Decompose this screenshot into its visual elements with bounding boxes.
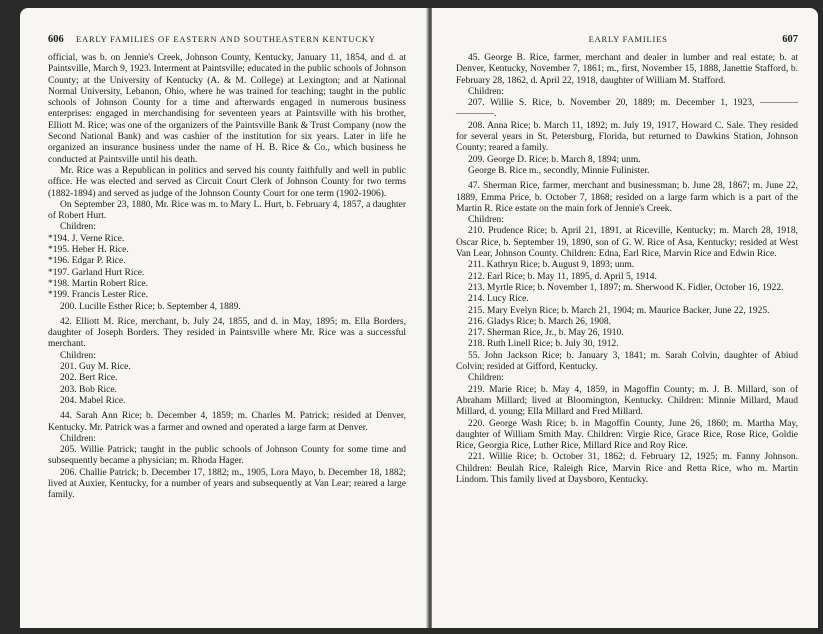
children-label: Children:	[60, 222, 96, 233]
right-page-body	[456, 53, 798, 486]
list-item: 204. Mabel Rice.	[60, 395, 126, 406]
left-page-body	[48, 53, 406, 502]
list-item: 202. Bert Rice.	[60, 373, 118, 384]
children-label: Children:	[60, 350, 96, 361]
paragraph: George B. Rice m., secondly, Minnie Fulinister.	[468, 165, 650, 176]
list-item: 208. Anna Rice; b. March 11, 1892; m. July 19, 1917, Howard C. Sale. They resided for several years in St. Petersburg, Florida, but returned to Dawkins Station, Johnson County; reared a family.	[456, 120, 798, 154]
paragraph: 206. Challie Patrick; b. December 17, 1882; m., 1905, Lora Mayo, b. December 18, 1882; lived at Auxier, Kentucky, for a number of years and subsequently at Van Lear; reared a large family.	[48, 467, 406, 501]
page-number-right: 607	[782, 34, 798, 45]
children-label: Children:	[468, 373, 504, 384]
list-item: 203. Bob Rice.	[60, 384, 117, 395]
list-item: 219. Marie Rice; b. May 4, 1859, in Magoffin County; m. J. B. Millard, son of Abraham Millard; lived at Bloomington, Kentucky. Children: Minnie Millard, Maud Millard, d. young; Ella Millard and Fred Millard.	[456, 384, 798, 418]
paragraph: 42. Elliott M. Rice, merchant, b. July 24, 1855, and d. in May, 1895; m. Ella Borders, daughter of Joseph Borders. They resided in Paintsville where Mr. Rice was a successful merchant.	[48, 316, 406, 350]
list-item: 215. Mary Evelyn Rice; b. March 21, 1904; m. Maurice Backer, June 22, 1925.	[468, 305, 770, 316]
list-item: *197. Garland Hurt Rice.	[48, 267, 145, 278]
list-item: 201. Guy M. Rice.	[60, 362, 131, 373]
paragraph: 55. John Jackson Rice; b. January 3, 1841; m. Sarah Colvin, daughter of Abiud Colvin; resided at Gifford, Kentucky.	[456, 350, 798, 373]
list-item: *199. Francis Lester Rice.	[48, 290, 148, 301]
list-item: 213. Myrtle Rice; b. November 1, 1897; m. Sherwood K. Fidler, October 16, 1922.	[468, 282, 784, 293]
paragraph: 45. George B. Rice, farmer, merchant and dealer in lumber and real estate; b. at Denver, Kentucky, November 7, 1861; m., first, November 15, 1888, Janettie Stafford, b. February 28, 1862, d. April 22, 1918, daughter of William M. Stafford.	[456, 53, 798, 86]
left-page	[20, 8, 428, 628]
list-item: 209. George D. Rice; b. March 8, 1894; unm.	[468, 154, 641, 165]
list-item: 210. Prudence Rice; b. April 21, 1891, at Riceville, Kentucky; m. March 28, 1918, Oscar Rice, b. September 19, 1890, son of G. W. Rice of Asa, Kentucky; resided at West Van Lear, Johnson County. Children: Edna, Earl Rice, Marvin Rice and Edwin Rice.	[456, 226, 798, 260]
paragraph: Mr. Rice was a Republican in politics and served his county faithfully and well in public office. He was elected and served as Circuit Court Clerk of Johnson County for two terms (1882-1894) and served as judge of the Johnson County Court for one term (1902-1906).	[48, 165, 406, 199]
paragraph: 47. Sherman Rice, farmer, merchant and businessman; b. June 28, 1867; m. June 22, 1889, Emma Price, b. October 7, 1868; resided on a large farm which is a part of the Martin R. Rice estate on the main fork of Jennie's Creek.	[456, 181, 798, 214]
list-item: 212. Earl Rice; b. May 11, 1895, d. April 5, 1914.	[468, 271, 657, 282]
list-item: 200. Lucille Esther Rice; b. September 4, 1889.	[60, 301, 241, 312]
list-item: *196. Edgar P. Rice.	[48, 256, 126, 267]
list-item: 218. Ruth Linell Rice; b. July 30, 1912.	[468, 339, 619, 350]
list-item: 216. Gladys Rice; b. March 26, 1908.	[468, 316, 612, 327]
running-head-left: EARLY FAMILIES OF EASTERN AND SOUTHEASTERN KENTUCKY	[76, 34, 376, 44]
children-label: Children:	[468, 215, 504, 226]
children-label: Children:	[60, 433, 96, 444]
right-page	[432, 8, 818, 628]
children-label: Children:	[468, 86, 504, 97]
list-item: *194. J. Verne Rice.	[48, 233, 125, 244]
running-header-left	[48, 34, 406, 45]
paragraph: official, was b. on Jennie's Creek, Johnson County, Kentucky, January 11, 1854, and d. at Paintsville, March 9, 1923. Interment at Paintsville; educated in the public schools of Johnson County; at the University of Kentucky (A. & M. College) at Lexington; and at National Normal University, Lebanon, Ohio, where he was trained for teaching; taught in the public schools of Johnson County for a time and afterwards engaged in numerous business enterprises: engaged in merchandising for seventeen years at Paintsville with his brother, Elliott M. Rice; was one of the organizers of the Paintsville Bank & Trust Company (now the Second National Bank) and was cashier of the institution for six years. Later in life he organized an insurance business under the name of H. B. Rice & Co., which business he conducted at Paintsville until his death.	[48, 53, 406, 165]
list-item: 221. Willie Rice; b. October 31, 1862; d. February 12, 1925; m. Fanny Johnson. Children: Beulah Rice, Raleigh Rice, Marvin Rice and Retta Rice, who m. Martin Lindom. This family lived at Daysboro, Kentucky.	[456, 452, 798, 485]
list-item: *198. Martin Robert Rice.	[48, 278, 148, 289]
page-number-left: 606	[48, 34, 64, 45]
paragraph: 44. Sarah Ann Rice; b. December 4, 1859; m. Charles M. Patrick; resided at Denver, Kentucky. Mr. Patrick was a farmer and owned and operated a large farm at Denver.	[48, 411, 406, 433]
list-item: 217. Sherman Rice, Jr., b. May 26, 1910.	[468, 328, 624, 339]
list-item: 220. George Wash Rice; b. in Magoffin County, June 26, 1860; m. Martha May, daughter of William Smith May. Children: Virgie Rice, Grace Rice, Rose Rice, Goldie Rice, Georgia Rice, Luther Rice, Millard Rice and Roy Rice.	[456, 418, 798, 452]
running-head-right: EARLY FAMILIES	[588, 34, 668, 44]
list-item: 207. Willie S. Rice, b. November 20, 1889; m. December 1, 1923, ———— ————.	[456, 98, 798, 120]
paragraph: 205. Willie Patrick; taught in the public schools of Johnson County for some time and subsequently became a physician; m. Rhoda Hager.	[48, 445, 406, 467]
list-item: 211. Kathryn Rice; b. August 9, 1893; unm.	[468, 260, 635, 271]
running-header-right	[456, 34, 798, 45]
paragraph: On September 23, 1880, Mr. Rice was m. to Mary L. Hurt, b. February 4, 1857, a daughter of Robert Hurt.	[48, 199, 406, 222]
list-item: *195. Heber H. Rice.	[48, 245, 129, 256]
list-item: 214. Lucy Rice.	[468, 294, 529, 305]
